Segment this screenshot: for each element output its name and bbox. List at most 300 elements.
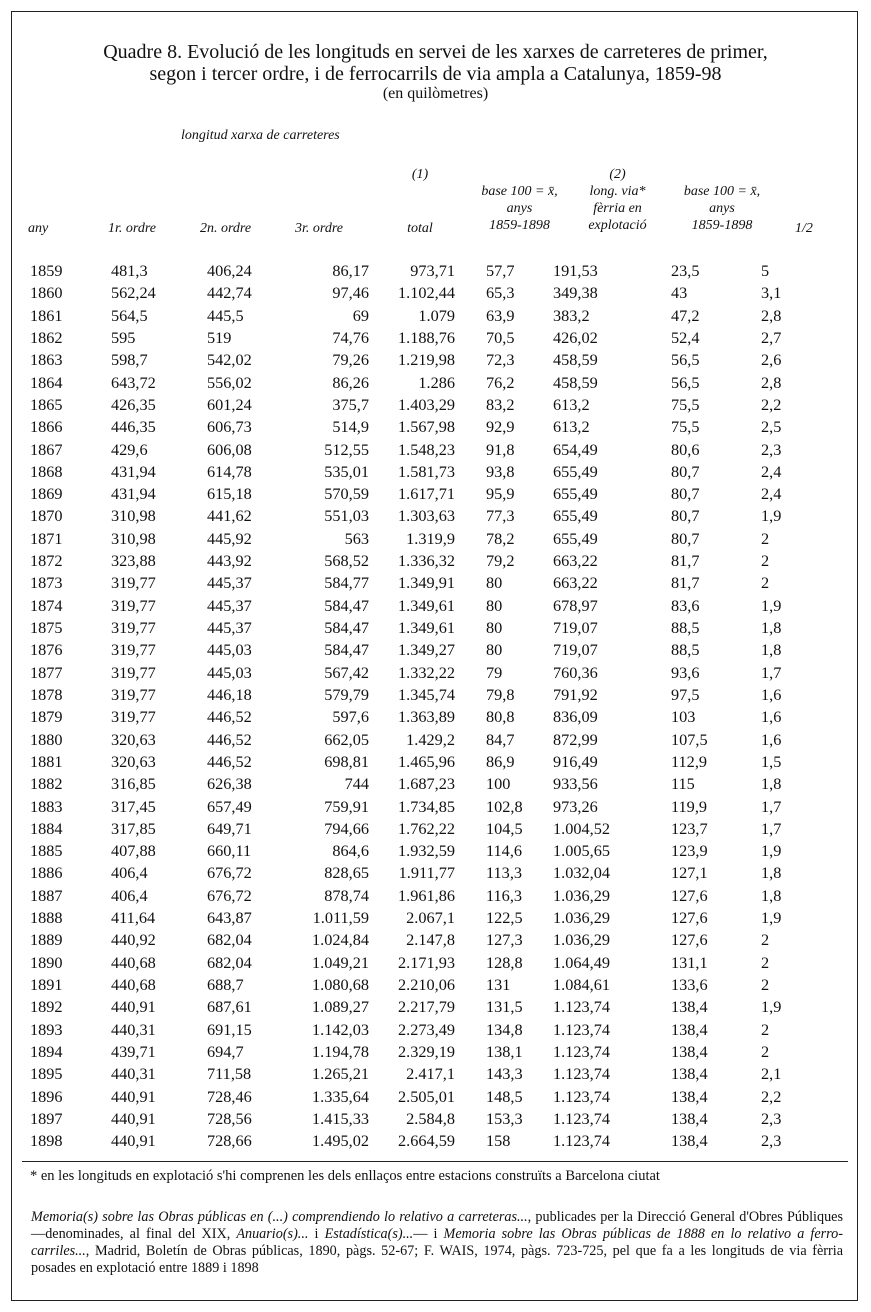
cell-base-roads-value: 122,5 xyxy=(486,908,523,928)
cell-first-order: 407,88 xyxy=(111,841,156,861)
table-row xyxy=(30,840,801,862)
cell-base-roads-value: 84,7 xyxy=(486,729,515,749)
cell-total: 2.210,06 xyxy=(398,975,455,994)
cell-year: 1862 xyxy=(30,327,63,347)
data-table-body xyxy=(30,260,801,1153)
cell-third-order: 662,05 xyxy=(324,729,369,749)
cell-rail-length: 1.036,29 xyxy=(553,908,610,928)
table-row xyxy=(30,773,801,795)
table-row xyxy=(30,1108,801,1130)
cell-second-order: 445,37 xyxy=(207,618,252,637)
cell-second-order: 711,58 xyxy=(207,1064,252,1084)
cell-base-rail: 119,9 xyxy=(671,796,708,816)
cell-rail-length: 1.123,74 xyxy=(553,1108,610,1128)
source-title-estadistica: Estadística(s)... xyxy=(324,1226,414,1242)
cell-second-order: 446,18 xyxy=(207,684,252,704)
footnote-divider xyxy=(22,1161,848,1162)
cell-base-roads xyxy=(455,1086,531,1108)
header-rail-line-1: long. via* xyxy=(589,184,646,199)
table-row xyxy=(30,372,801,394)
cell-third-order: 86,26 xyxy=(332,372,369,392)
cell-year: 1863 xyxy=(30,350,63,370)
cell-second-order: 615,18 xyxy=(207,484,252,504)
cell-first-order: 319,77 xyxy=(111,573,156,593)
cell-ratio: 1,6 xyxy=(761,684,782,704)
cell-base-roads-value: 80 xyxy=(486,573,503,593)
cell-ratio: 1,8 xyxy=(761,640,782,660)
cell-base-rail: 138,4 xyxy=(671,1041,708,1061)
cell-base-roads xyxy=(455,550,531,572)
cell-year: 1869 xyxy=(30,484,63,504)
cell-first-order: 319,77 xyxy=(111,684,156,704)
cell-total: 1.581,73 xyxy=(398,461,455,481)
source-text-2: i xyxy=(308,1226,325,1242)
cell-base-roads xyxy=(455,595,531,617)
cell-total: 1.349,91 xyxy=(398,573,455,593)
cell-base-rail: 138,4 xyxy=(671,1086,708,1106)
cell-base-rail: 133,6 xyxy=(671,975,708,994)
cell-first-order: 317,45 xyxy=(111,796,156,816)
cell-base-roads-value: 131,5 xyxy=(486,997,523,1017)
cell-third-order: 584,47 xyxy=(324,595,369,615)
cell-base-roads xyxy=(455,796,531,818)
table-row xyxy=(30,305,801,327)
cell-total: 1.349,61 xyxy=(398,595,455,615)
cell-base-roads-value: 78,2 xyxy=(486,528,515,548)
cell-year: 1864 xyxy=(30,372,63,392)
cell-total: 1.687,23 xyxy=(398,774,455,794)
cell-year: 1894 xyxy=(30,1041,63,1061)
cell-base-rail: 97,5 xyxy=(671,684,700,704)
cell-rail-length: 1.084,61 xyxy=(553,975,610,994)
table-row xyxy=(30,439,801,461)
cell-base-rail: 81,7 xyxy=(671,551,700,571)
cell-base-rail: 56,5 xyxy=(671,372,700,392)
table-row xyxy=(30,1086,801,1108)
table-row xyxy=(30,751,801,773)
cell-base-roads xyxy=(455,684,531,706)
cell-base-roads-value: 93,8 xyxy=(486,461,515,481)
cell-total: 2.329,19 xyxy=(398,1041,455,1061)
cell-third-order: 375,7 xyxy=(332,394,369,414)
cell-second-order: 446,52 xyxy=(207,729,252,749)
cell-base-roads-value: 113,3 xyxy=(486,863,523,883)
cell-base-roads-value: 138,1 xyxy=(486,1041,523,1061)
cell-total: 1.336,32 xyxy=(398,551,455,571)
cell-base-rail: 115 xyxy=(671,774,695,794)
cell-year: 1875 xyxy=(30,618,63,637)
cell-first-order: 481,3 xyxy=(111,261,148,280)
cell-first-order: 562,24 xyxy=(111,283,156,303)
cell-second-order: 606,73 xyxy=(207,417,252,437)
header-base-roads-line-2: anys xyxy=(506,201,533,216)
cell-year: 1866 xyxy=(30,417,63,437)
cell-base-roads xyxy=(455,773,531,795)
cell-year: 1860 xyxy=(30,283,63,303)
cell-ratio: 2 xyxy=(761,930,770,950)
cell-base-roads xyxy=(455,662,531,684)
cell-base-roads xyxy=(455,483,531,505)
cell-third-order: 567,42 xyxy=(324,662,369,682)
cell-second-order: 406,24 xyxy=(207,261,252,280)
table-row xyxy=(30,952,801,974)
cell-base-rail: 80,7 xyxy=(671,484,700,504)
cell-rail-length: 1.123,74 xyxy=(553,1086,610,1106)
cell-third-order: 759,91 xyxy=(324,796,369,816)
cell-base-roads xyxy=(455,974,531,996)
cell-base-rail: 138,4 xyxy=(671,1131,708,1151)
cell-year: 1865 xyxy=(30,394,63,414)
cell-first-order: 320,63 xyxy=(111,751,156,771)
cell-base-rail: 75,5 xyxy=(671,417,700,437)
cell-base-rail: 56,5 xyxy=(671,350,700,370)
cell-base-rail: 88,5 xyxy=(671,618,700,637)
cell-second-order: 542,02 xyxy=(207,350,252,370)
cell-base-roads-value: 143,3 xyxy=(486,1064,523,1084)
cell-base-roads xyxy=(455,996,531,1018)
header-any: any xyxy=(28,221,49,236)
cell-rail-length: 872,99 xyxy=(553,729,598,749)
cell-third-order: 1.194,78 xyxy=(312,1041,369,1061)
cell-first-order: 440,31 xyxy=(111,1019,156,1039)
cell-third-order: 1.335,64 xyxy=(312,1086,369,1106)
cell-second-order: 445,03 xyxy=(207,640,252,660)
cell-base-rail: 123,9 xyxy=(671,841,708,861)
cell-rail-length: 655,49 xyxy=(553,484,598,504)
cell-base-roads-value: 80 xyxy=(486,595,503,615)
cell-ratio: 1,5 xyxy=(761,751,782,771)
cell-second-order: 728,56 xyxy=(207,1108,252,1128)
cell-rail-length: 1.036,29 xyxy=(553,885,610,905)
cell-base-rail: 127,6 xyxy=(671,908,708,928)
cell-year: 1881 xyxy=(30,751,63,771)
cell-base-roads xyxy=(455,349,531,371)
cell-year: 1870 xyxy=(30,506,63,526)
table-row xyxy=(30,729,801,751)
cell-rail-length: 973,26 xyxy=(553,796,598,816)
cell-third-order: 584,77 xyxy=(324,573,369,593)
cell-ratio: 2,1 xyxy=(761,1064,782,1084)
table-row xyxy=(30,282,801,304)
cell-rail-length: 426,02 xyxy=(553,327,598,347)
cell-second-order: 660,11 xyxy=(207,841,252,861)
cell-third-order: 584,47 xyxy=(324,640,369,660)
cell-second-order: 694,7 xyxy=(207,1041,244,1061)
cell-second-order: 556,02 xyxy=(207,372,252,392)
cell-base-rail: 107,5 xyxy=(671,729,708,749)
cell-ratio: 2 xyxy=(761,528,770,548)
cell-third-order: 97,46 xyxy=(332,283,369,303)
cell-ratio: 1,6 xyxy=(761,729,782,749)
cell-ratio: 1,6 xyxy=(761,707,782,727)
cell-total: 1.363,89 xyxy=(398,707,455,727)
cell-total: 1.911,77 xyxy=(398,863,455,883)
cell-third-order: 828,65 xyxy=(324,863,369,883)
cell-second-order: 682,04 xyxy=(207,930,252,950)
header-third-order: 3r. ordre xyxy=(295,221,343,236)
cell-first-order: 440,91 xyxy=(111,1131,156,1151)
cell-ratio: 3,1 xyxy=(761,283,782,303)
header-base-rail-line-1: base 100 = x̄, xyxy=(683,184,761,199)
cell-second-order: 519 xyxy=(207,327,232,347)
table-row xyxy=(30,595,801,617)
cell-ratio: 2,4 xyxy=(761,484,782,504)
cell-third-order: 568,52 xyxy=(324,551,369,571)
cell-base-roads-value: 72,3 xyxy=(486,350,515,370)
cell-rail-length: 791,92 xyxy=(553,684,598,704)
cell-year: 1892 xyxy=(30,997,63,1017)
cell-total: 1.188,76 xyxy=(398,327,455,347)
cell-first-order: 431,94 xyxy=(111,484,156,504)
cell-year: 1896 xyxy=(30,1086,63,1106)
table-row xyxy=(30,572,801,594)
cell-total: 2.171,93 xyxy=(398,952,455,972)
cell-base-roads xyxy=(455,706,531,728)
header-base-roads-line-3: 1859-1898 xyxy=(489,218,550,233)
cell-base-roads xyxy=(455,1130,531,1152)
cell-ratio: 2,6 xyxy=(761,350,782,370)
cell-first-order: 440,68 xyxy=(111,952,156,972)
cell-base-roads-value: 114,6 xyxy=(486,841,523,861)
table-title-line-1: Quadre 8. Evolució de les longituds en servei de les xarxes de carreteres de primer, xyxy=(103,41,768,63)
cell-third-order: 570,59 xyxy=(324,484,369,504)
cell-year: 1872 xyxy=(30,551,63,571)
cell-base-rail: 23,5 xyxy=(671,261,700,280)
cell-base-rail: 127,6 xyxy=(671,885,708,905)
cell-third-order: 74,76 xyxy=(332,327,369,347)
cell-total: 2.584,8 xyxy=(406,1108,455,1128)
cell-rail-length: 933,56 xyxy=(553,774,598,794)
table-row xyxy=(30,684,801,706)
cell-base-rail: 75,5 xyxy=(671,394,700,414)
cell-rail-length: 458,59 xyxy=(553,372,598,392)
cell-base-roads-value: 80 xyxy=(486,640,503,660)
table-row xyxy=(30,528,801,550)
cell-rail-length: 1.123,74 xyxy=(553,1064,610,1084)
cell-year: 1897 xyxy=(30,1108,63,1128)
cell-base-roads-value: 80,8 xyxy=(486,707,515,727)
cell-second-order: 728,66 xyxy=(207,1131,252,1151)
cell-base-roads xyxy=(455,572,531,594)
cell-base-roads-value: 65,3 xyxy=(486,283,515,303)
cell-year: 1885 xyxy=(30,841,63,861)
cell-second-order: 445,5 xyxy=(207,305,244,325)
cell-base-roads-value: 63,9 xyxy=(486,305,515,325)
cell-first-order: 323,88 xyxy=(111,551,156,571)
cell-second-order: 445,37 xyxy=(207,595,252,615)
cell-first-order: 446,35 xyxy=(111,417,156,437)
cell-rail-length: 1.123,74 xyxy=(553,1041,610,1061)
cell-base-roads-value: 79 xyxy=(486,662,503,682)
table-row xyxy=(30,505,801,527)
cell-year: 1859 xyxy=(30,261,63,280)
cell-ratio: 1,9 xyxy=(761,908,782,928)
cell-ratio: 2,8 xyxy=(761,305,782,325)
header-rail-line-3: explotació xyxy=(588,218,647,233)
cell-base-rail: 52,4 xyxy=(671,327,700,347)
cell-base-roads xyxy=(455,617,531,639)
cell-first-order: 564,5 xyxy=(111,305,148,325)
cell-first-order: 319,77 xyxy=(111,707,156,727)
cell-rail-length: 1.005,65 xyxy=(553,841,610,861)
cell-rail-length: 655,49 xyxy=(553,461,598,481)
cell-year: 1883 xyxy=(30,796,63,816)
header-total: total xyxy=(407,221,433,236)
cell-first-order: 317,85 xyxy=(111,818,156,838)
cell-ratio: 2 xyxy=(761,573,770,593)
cell-ratio: 1,9 xyxy=(761,595,782,615)
header-base-rail-line-3: 1859-1898 xyxy=(691,218,753,233)
cell-base-rail: 123,7 xyxy=(671,818,708,838)
cell-year: 1877 xyxy=(30,662,63,682)
cell-total: 1.429,2 xyxy=(406,729,455,749)
cell-ratio: 1,9 xyxy=(761,997,782,1017)
cell-year: 1882 xyxy=(30,774,63,794)
cell-second-order: 728,46 xyxy=(207,1086,252,1106)
table-row xyxy=(30,260,801,282)
road-group-label: longitud xarxa de carreteres xyxy=(181,128,340,143)
cell-base-rail: 93,6 xyxy=(671,662,700,682)
cell-first-order: 440,31 xyxy=(111,1064,156,1084)
cell-year: 1878 xyxy=(30,684,63,704)
cell-ratio: 2,8 xyxy=(761,372,782,392)
cell-first-order: 598,7 xyxy=(111,350,148,370)
cell-year: 1888 xyxy=(30,908,63,928)
cell-base-roads-value: 92,9 xyxy=(486,417,515,437)
cell-base-roads xyxy=(455,907,531,929)
cell-first-order: 310,98 xyxy=(111,528,156,548)
header-total-number: (1) xyxy=(411,167,429,182)
cell-total: 2.217,79 xyxy=(398,997,455,1017)
header-ratio: 1/2 xyxy=(795,221,813,236)
cell-second-order: 441,62 xyxy=(207,506,252,526)
cell-base-roads xyxy=(455,528,531,550)
cell-base-roads xyxy=(455,505,531,527)
cell-base-rail: 138,4 xyxy=(671,997,708,1017)
table-row xyxy=(30,1130,801,1152)
cell-base-roads-value: 79,2 xyxy=(486,551,515,571)
cell-total: 1.102,44 xyxy=(398,283,455,303)
cell-total: 1.349,61 xyxy=(398,618,455,637)
cell-base-roads xyxy=(455,840,531,862)
cell-ratio: 1,8 xyxy=(761,618,782,637)
cell-base-rail: 80,7 xyxy=(671,461,700,481)
cell-ratio: 5 xyxy=(761,261,770,280)
cell-total: 1.286 xyxy=(418,372,455,392)
cell-rail-length: 1.123,74 xyxy=(553,997,610,1017)
cell-second-order: 676,72 xyxy=(207,885,252,905)
table-row xyxy=(30,1041,801,1063)
cell-base-roads-value: 128,8 xyxy=(486,952,523,972)
cell-rail-length: 1.123,74 xyxy=(553,1019,610,1039)
cell-base-rail: 138,4 xyxy=(671,1064,708,1084)
cell-third-order: 535,01 xyxy=(324,461,369,481)
cell-third-order: 794,66 xyxy=(324,818,369,838)
cell-year: 1876 xyxy=(30,640,63,660)
cell-total: 1.079 xyxy=(418,305,455,325)
cell-base-roads xyxy=(455,885,531,907)
cell-total: 1.303,63 xyxy=(398,506,455,526)
header-base-rail-line-2: anys xyxy=(709,201,735,216)
table-row xyxy=(30,349,801,371)
cell-year: 1890 xyxy=(30,952,63,972)
table-row xyxy=(30,862,801,884)
cell-year: 1880 xyxy=(30,729,63,749)
cell-first-order: 440,92 xyxy=(111,930,156,950)
cell-third-order: 1.024,84 xyxy=(312,930,369,950)
footnote: * en les longituds en explotació s'hi comprenen les dels enllaços entre estacions construïts a Barcelona ciutat xyxy=(30,1168,660,1184)
cell-total: 2.067,1 xyxy=(406,908,455,928)
cell-base-rail: 80,6 xyxy=(671,439,700,459)
cell-base-roads-value: 77,3 xyxy=(486,506,515,526)
table-row xyxy=(30,394,801,416)
header-base-roads-line-1: base 100 = x̄, xyxy=(481,184,558,199)
cell-second-order: 687,61 xyxy=(207,997,252,1017)
cell-base-roads xyxy=(455,260,531,282)
cell-first-order: 643,72 xyxy=(111,372,156,392)
cell-total: 1.465,96 xyxy=(398,751,455,771)
cell-base-roads-value: 134,8 xyxy=(486,1019,523,1039)
cell-base-roads xyxy=(455,729,531,751)
cell-ratio: 2,3 xyxy=(761,439,782,459)
cell-year: 1868 xyxy=(30,461,63,481)
cell-rail-length: 613,2 xyxy=(553,394,590,414)
cell-total: 1.219,98 xyxy=(398,350,455,370)
cell-year: 1867 xyxy=(30,439,63,459)
cell-year: 1898 xyxy=(30,1131,63,1151)
cell-third-order: 79,26 xyxy=(332,350,369,370)
cell-base-roads xyxy=(455,282,531,304)
cell-second-order: 445,03 xyxy=(207,662,252,682)
cell-first-order: 316,85 xyxy=(111,774,156,794)
cell-base-rail: 103 xyxy=(671,707,696,727)
cell-third-order: 1.142,03 xyxy=(312,1019,369,1039)
cell-ratio: 1,7 xyxy=(761,796,782,816)
cell-second-order: 443,92 xyxy=(207,551,252,571)
table-row xyxy=(30,550,801,572)
cell-second-order: 676,72 xyxy=(207,863,252,883)
cell-base-rail: 131,1 xyxy=(671,952,708,972)
cell-third-order: 1.415,33 xyxy=(312,1108,369,1128)
cell-year: 1895 xyxy=(30,1064,63,1084)
cell-second-order: 614,78 xyxy=(207,461,252,481)
cell-ratio: 1,7 xyxy=(761,818,782,838)
cell-ratio: 1,9 xyxy=(761,841,782,861)
cell-rail-length: 719,07 xyxy=(553,640,598,660)
cell-second-order: 446,52 xyxy=(207,751,252,771)
table-title-line-2: segon i tercer ordre, i de ferrocarrils de via ampla a Catalunya, 1859-98 xyxy=(149,63,722,85)
cell-third-order: 1.265,21 xyxy=(312,1064,369,1084)
cell-third-order: 878,74 xyxy=(324,885,369,905)
table-row xyxy=(30,885,801,907)
cell-year: 1879 xyxy=(30,707,63,727)
cell-base-roads-value: 70,5 xyxy=(486,327,515,347)
cell-first-order: 431,94 xyxy=(111,461,156,481)
cell-base-roads-value: 83,2 xyxy=(486,394,515,414)
cell-rail-length: 613,2 xyxy=(553,417,590,437)
cell-ratio: 2 xyxy=(761,1019,770,1039)
table-row xyxy=(30,907,801,929)
table-row xyxy=(30,1063,801,1085)
cell-rail-length: 836,09 xyxy=(553,707,598,727)
cell-rail-length: 760,36 xyxy=(553,662,598,682)
table-row xyxy=(30,662,801,684)
cell-base-rail: 81,7 xyxy=(671,573,700,593)
cell-third-order: 86,17 xyxy=(332,261,369,280)
cell-second-order: 445,92 xyxy=(207,528,252,548)
cell-base-roads xyxy=(455,862,531,884)
cell-first-order: 406,4 xyxy=(111,885,148,905)
